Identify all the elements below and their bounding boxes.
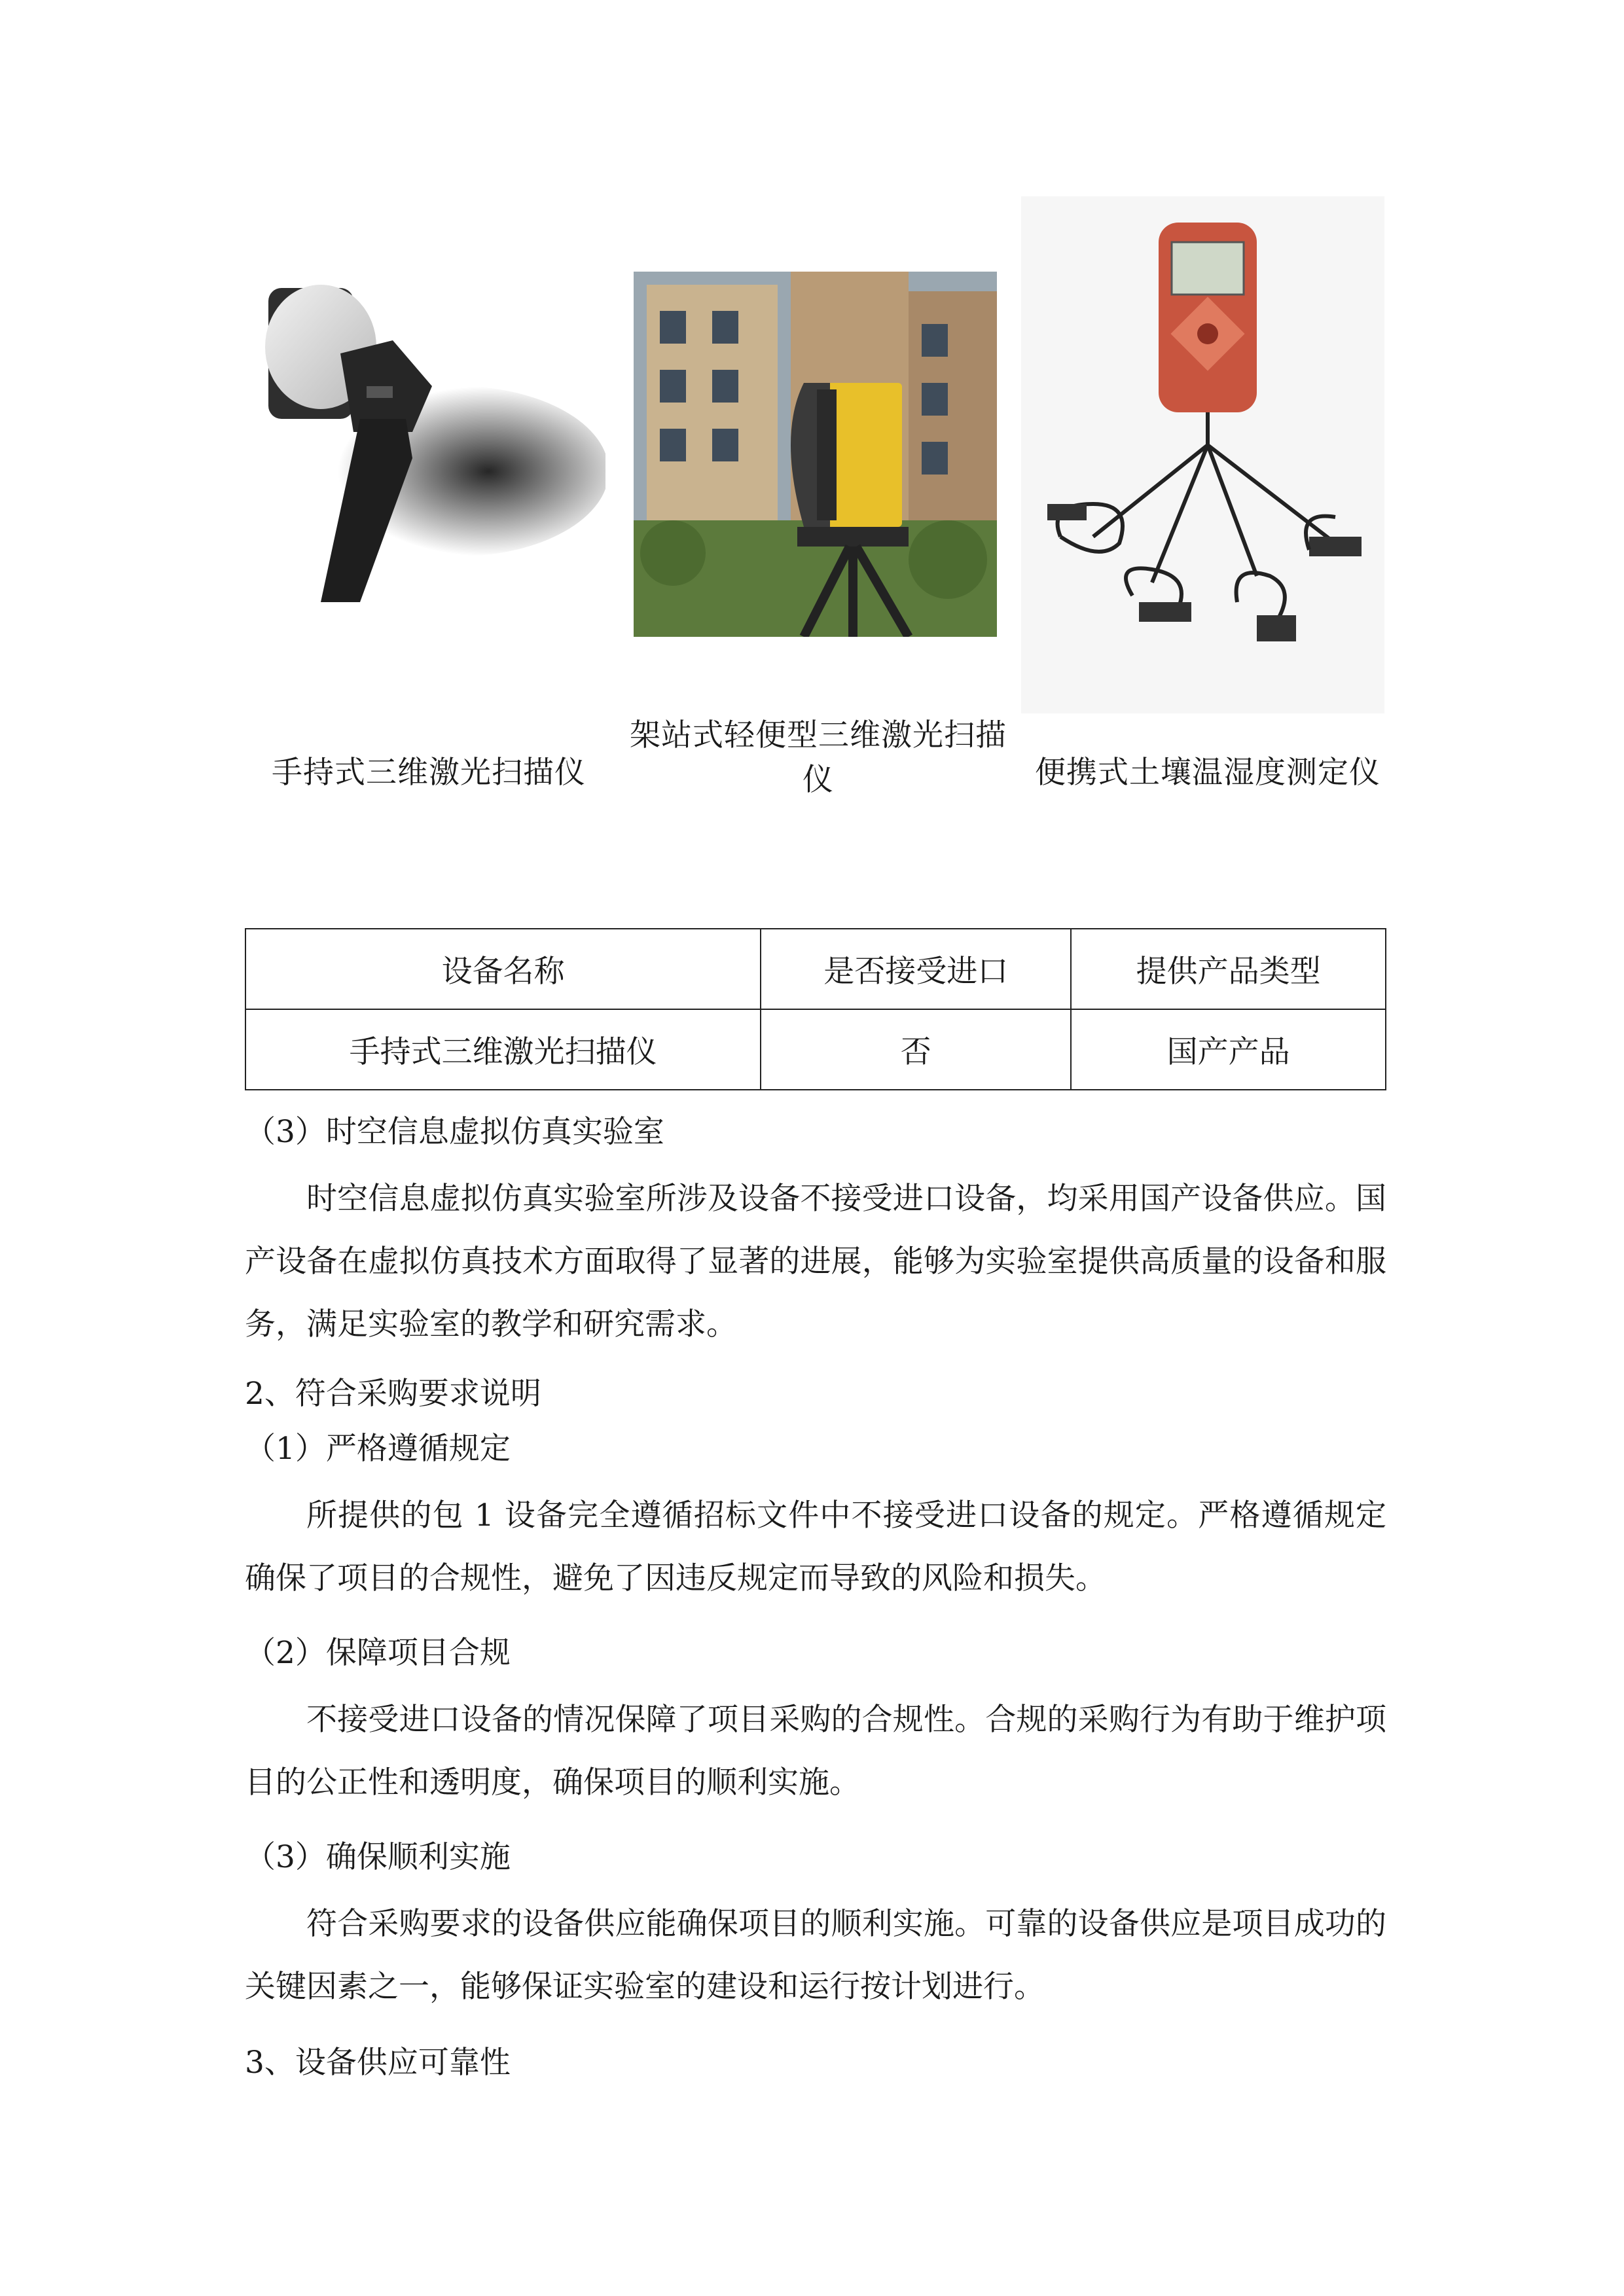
caption-text-line1: 架站式轻便型三维激光扫描	[630, 717, 1007, 753]
paragraph: 所提供的包 1 设备完全遵循招标文件中不接受进口设备的规定。严格遵循规定确保了项目的合规性，避免了因违反规定而导致的风险和损失。	[245, 1498, 1386, 1596]
caption-text: 手持式三维激光扫描仪	[272, 755, 586, 791]
section-heading: （3）时空信息虚拟仿真实验室	[245, 1114, 664, 1150]
section-heading: 3、设备供应可靠性	[245, 2045, 511, 2081]
table-header-cell: 提供产品类型	[1071, 929, 1386, 1009]
caption-handheld-scanner	[245, 751, 612, 795]
tripod-laser-scanner-photo	[634, 272, 997, 637]
paragraph: 符合采购要求的设备供应能确保项目的顺利实施。可靠的设备供应是项目成功的关键因素之一，能够保证实验室的建设和运行按计划进行。	[245, 1906, 1386, 2005]
tripod-scanner-image	[634, 272, 997, 637]
subsection-heading: （2）保障项目合规	[245, 1635, 511, 1671]
soil-humidity-meter-photo	[1021, 196, 1384, 713]
table-header-cell: 设备名称	[245, 929, 761, 1009]
paragraph: 不接受进口设备的情况保障了项目采购的合规性。合规的采购行为有助于维护项目的公正性和透明度，确保项目的顺利实施。	[245, 1702, 1386, 1801]
table-header-cell: 是否接受进口	[761, 929, 1071, 1009]
caption-text: 便携式土壤温湿度测定仪	[1035, 755, 1380, 791]
table-cell: 国产产品	[1071, 1009, 1386, 1090]
subsection-heading: （1）严格遵循规定	[245, 1431, 511, 1467]
handheld-laser-scanner-photo	[242, 262, 605, 635]
section-heading: 2、符合采购要求说明	[245, 1376, 541, 1412]
handheld-scanner-image	[242, 262, 605, 635]
caption-soil-meter	[1018, 751, 1398, 795]
paragraph: 时空信息虚拟仿真实验室所涉及设备不接受进口设备，均采用国产设备供应。国产设备在虚拟仿真技术方面取得了显著的进展，能够为实验室提供高质量的设备和服务，满足实验室的教学和研究需求。	[245, 1181, 1386, 1342]
table-row	[245, 1009, 1386, 1090]
table-cell: 否	[761, 1009, 1071, 1090]
equipment-table	[245, 928, 1386, 1090]
caption-tripod-scanner	[622, 713, 1015, 802]
caption-text-line2: 仪	[803, 762, 834, 798]
soil-meter-image	[1021, 196, 1384, 713]
table-cell: 手持式三维激光扫描仪	[245, 1009, 761, 1090]
table-header-row	[245, 929, 1386, 1009]
subsection-heading: （3）确保顺利实施	[245, 1839, 511, 1875]
